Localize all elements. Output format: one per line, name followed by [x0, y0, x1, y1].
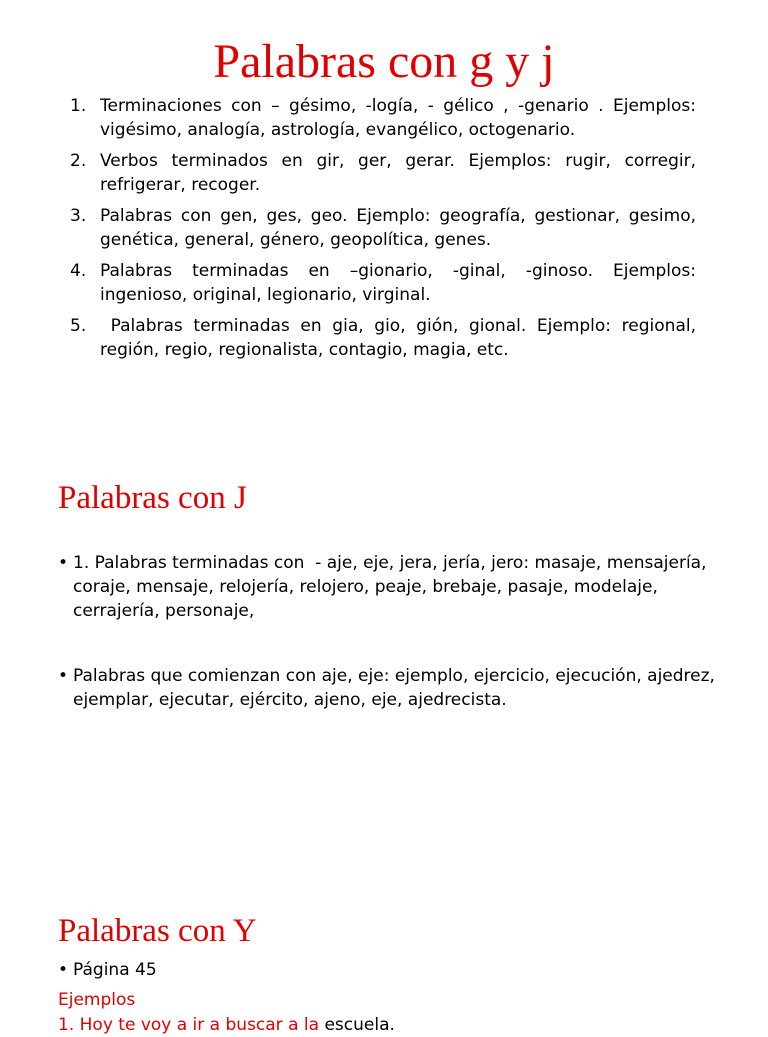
list-item — [70, 314, 702, 362]
list-item-number: 4. — [70, 261, 87, 281]
list-item-text: Palabras terminadas en gia, gio, gión, gional. Ejemplo: regional, región, regio, regionalista, contagio, magia, etc. — [100, 316, 702, 360]
rules-list — [70, 94, 702, 369]
section-heading-y: Palabras con Y — [58, 913, 257, 949]
list-item-number: 2. — [70, 151, 87, 171]
example-number: 1. — [58, 1015, 75, 1035]
bullet-item: • Página 45 — [58, 958, 718, 982]
list-item-text: Terminaciones con – gésimo, -logía, - gélico , -genario . Ejemplos: vigésimo, analogía, astrología, evangélico, octogenario. — [100, 96, 696, 140]
bullet-item: • 1. Palabras terminadas con - aje, eje, jera, jería, jero: masaje, mensajería, coraje, mensaje, relojería, relojero, peaje, brebaje, pasaje, modelaje, cerrajería, personaje, — [58, 551, 718, 623]
example-highlight: Hoy te voy a ir a buscar a la — [74, 1015, 325, 1035]
bullet-item: • Palabras que comienzan con aje, eje: ejemplo, ejercicio, ejecución, ajedrez, ejemplar, ejecutar, ejército, ajeno, eje, ajedrecista. — [58, 664, 718, 712]
page-title: Palabras con g y j — [213, 35, 555, 88]
bullet-list — [58, 551, 718, 623]
list-item-text: Palabras con gen, ges, geo. Ejemplo: geografía, gestionar, gesimo, genética, general, género, geopolítica, genes. — [100, 206, 696, 250]
examples-label: Ejemplos — [58, 990, 136, 1010]
list-item — [70, 259, 696, 307]
example-line — [58, 1013, 395, 1037]
example-rest: escuela. — [324, 1015, 395, 1035]
list-item-text: Palabras terminadas en –gionario, -ginal, -ginoso. Ejemplos: ingenioso, original, legionario, virginal. — [100, 261, 696, 305]
list-item — [70, 149, 696, 197]
section-heading-j: Palabras con J — [58, 480, 247, 516]
list-item — [70, 204, 696, 252]
list-item-text: Verbos terminados en gir, ger, gerar. Ejemplos: rugir, corregir, refrigerar, recoger. — [100, 151, 696, 195]
list-item — [70, 94, 696, 142]
list-item-number: 1. — [70, 96, 87, 116]
list-item-number: 5. — [70, 316, 87, 336]
bullet-list — [58, 958, 718, 982]
bullet-list — [58, 664, 718, 712]
list-item-number: 3. — [70, 206, 87, 226]
